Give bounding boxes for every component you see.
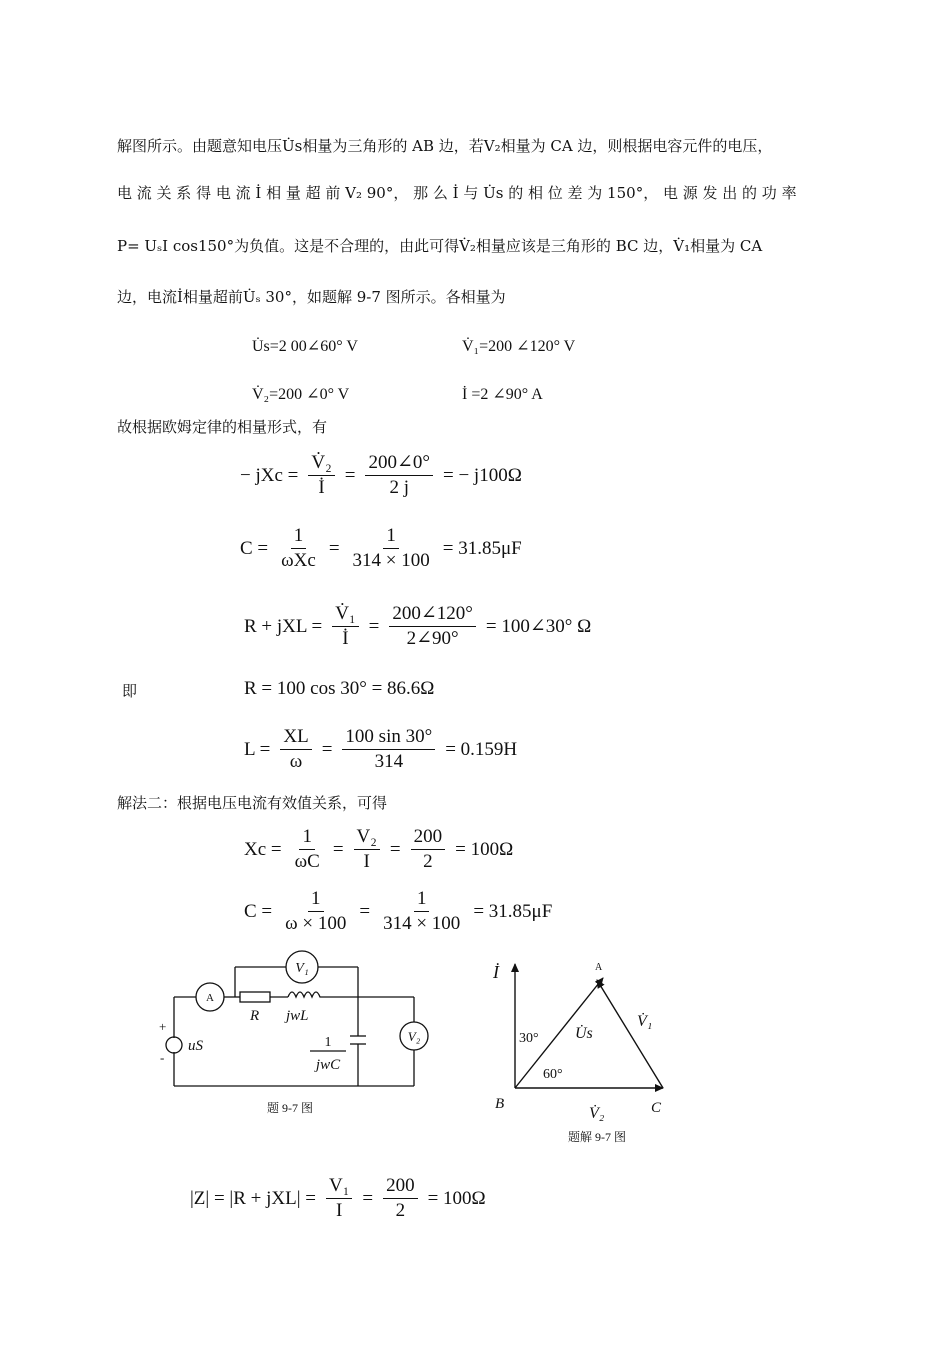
equation-8-rhs: = 100Ω	[427, 1187, 486, 1209]
equation-4: R = 100 cos 30° = 86.6Ω	[244, 678, 435, 699]
resistor	[240, 992, 270, 1002]
equation-1-fraction-1-den: İ	[318, 477, 325, 498]
source-label: uS	[188, 1038, 203, 1054]
equation-1-fraction-2	[365, 452, 433, 499]
paragraph-7: 解法二：根据电压电流有效值关系，可得	[117, 794, 388, 812]
equation-2-lhs: C =	[240, 537, 269, 559]
equation-2-fraction-2-num: 1	[383, 525, 399, 549]
phasor-i: İ =2 ∠90° A	[462, 386, 543, 403]
equation-2	[240, 525, 522, 572]
v2-label: V̇₂	[589, 1105, 605, 1122]
equation-7	[244, 888, 552, 935]
paragraph-1: 解图所示。由题意知电压U̇s相量为三角形的 AB 边，若V₂相量为 CA 边，则根据电容元件的电压，	[117, 137, 773, 155]
source-plus: +	[159, 1019, 167, 1034]
equation-8-fraction-1-num: V₁	[326, 1175, 352, 1199]
equation-5-fraction-2-num: 100 sin 30°	[342, 726, 435, 750]
equals-sign: =	[332, 838, 344, 860]
equals-sign: =	[328, 537, 340, 559]
equals-sign: =	[344, 464, 356, 486]
equation-5	[244, 726, 517, 773]
equation-3-fraction-2	[389, 603, 476, 650]
paragraph-6: 即	[122, 682, 138, 700]
equation-3	[244, 603, 591, 650]
equation-7-fraction-2-num: 1	[414, 888, 430, 912]
phasor-v2: V̇₂=200 ∠0° V	[252, 386, 350, 403]
equation-6-fraction-3-num: 200	[411, 826, 446, 850]
current-label: İ	[493, 962, 499, 982]
equation-6-fraction-3	[411, 826, 446, 873]
equation-3-rhs: = 100∠30° Ω	[485, 616, 592, 637]
equals-sign: =	[321, 738, 333, 760]
angle-30-label: 30°	[519, 1031, 539, 1046]
equation-6-fraction-2	[354, 826, 380, 873]
equation-6	[244, 826, 513, 873]
equation-2-fraction-1	[278, 525, 319, 572]
equation-5-fraction-2-den: 314	[374, 751, 404, 772]
inductor-label: jwL	[286, 1008, 309, 1024]
equation-2-fraction-2	[350, 525, 433, 572]
source-minus: -	[160, 1050, 165, 1065]
equation-6-rhs: = 100Ω	[455, 838, 514, 860]
equation-5-fraction-2	[342, 726, 435, 773]
v1-label: V̇₁	[637, 1013, 653, 1030]
angle-60-label: 60°	[543, 1067, 563, 1082]
circuit-diagram	[150, 950, 430, 1125]
paragraph-5: 故根据欧姆定律的相量形式，有	[117, 418, 328, 436]
resistor-label: R	[250, 1008, 260, 1024]
equation-7-fraction-1-den: ω × 100	[285, 913, 347, 934]
equation-7-fraction-2	[380, 888, 463, 935]
equation-5-fraction-1	[280, 726, 311, 773]
equation-3-lhs: R + jXL =	[244, 615, 323, 637]
equation-8-fraction-1-den: I	[336, 1200, 343, 1221]
equation-6-fraction-1	[292, 826, 323, 873]
v1-phasor-arrow	[597, 980, 663, 1088]
equation-8	[190, 1175, 486, 1222]
equation-7-fraction-1-num: 1	[308, 888, 324, 912]
equals-sign: =	[368, 615, 380, 637]
equation-8-fraction-2-num: 200	[383, 1175, 418, 1199]
point-c-label: C	[651, 1100, 662, 1116]
point-b-label: B	[495, 1096, 505, 1112]
equation-1-fraction-2-num: 200∠0°	[365, 452, 433, 476]
equation-8-fraction-1	[326, 1175, 352, 1222]
equation-1-fraction-2-den: 2 j	[389, 477, 409, 498]
equation-3-fraction-1-num: V̇₁	[332, 603, 358, 627]
ammeter-label: A	[206, 992, 214, 1004]
phasor-v1: V̇₁=200 ∠120° V	[462, 338, 576, 355]
paragraph-4: 边，电流İ相量超前U̇ₛ 30°，如题解 9-7 图所示。各相量为	[117, 288, 506, 306]
equation-6-fraction-1-num: 1	[299, 826, 315, 850]
equals-sign: =	[362, 1187, 374, 1209]
equation-6-lhs: Xc =	[244, 838, 282, 860]
equation-3-fraction-1-den: İ	[342, 628, 349, 649]
phasor-diagram-caption: 题解 9-7 图	[568, 1130, 626, 1144]
equation-1-lhs: − jXc =	[240, 464, 299, 486]
equals-sign: =	[359, 900, 371, 922]
phasor-us: U̇s=2 00∠60° V	[252, 338, 358, 355]
paragraph-2: 电 流 关 系 得 电 流 İ 相 量 超 前 V₂ 90°， 那 么 İ 与 U̇s 的 相 位 差 为 150°， 电 源 发 出 的 功 率	[117, 184, 797, 202]
capacitor-denominator: jwC	[315, 1057, 341, 1073]
equation-1-rhs: = − j100Ω	[442, 464, 522, 486]
equation-7-fraction-1	[282, 888, 349, 935]
equation-7-fraction-2-den: 314 × 100	[383, 913, 461, 934]
point-a-label: A	[595, 962, 603, 973]
equation-2-fraction-2-den: 314 × 100	[352, 550, 430, 571]
equation-8-lhs: |Z| = |R + jXL| =	[190, 1187, 316, 1209]
equals-sign: =	[389, 838, 401, 860]
capacitor-numerator: 1	[324, 1035, 332, 1050]
equation-3-fraction-2-den: 2∠90°	[406, 628, 459, 649]
equation-1-fraction-1-num: V̇₂	[308, 452, 334, 476]
v2-meter-label: V₂	[407, 1029, 421, 1044]
equation-6-fraction-2-den: I	[363, 851, 370, 872]
equation-2-rhs: = 31.85μF	[442, 537, 522, 559]
equation-5-lhs: L =	[244, 738, 271, 760]
circuit-caption: 题 9-7 图	[267, 1101, 313, 1115]
equation-2-fraction-1-den: ωXc	[281, 550, 316, 571]
source-symbol	[166, 1037, 182, 1053]
equation-3-fraction-1	[332, 603, 358, 650]
paragraph-3: P= UₛI cos150°为负值。这是不合理的，由此可得V̇₂相量应该是三角形的 BC 边，V̇₁相量为 CA	[117, 237, 763, 255]
inductor	[288, 992, 322, 997]
equation-6-fraction-2-num: V₂	[354, 826, 380, 850]
us-label: U̇s	[575, 1025, 593, 1042]
v1-meter-label: V₁	[295, 961, 309, 976]
equation-8-fraction-2-den: 2	[395, 1200, 406, 1221]
equation-1	[240, 452, 522, 499]
equation-7-lhs: C =	[244, 900, 273, 922]
equation-5-fraction-1-num: XL	[280, 726, 311, 750]
equation-3-fraction-2-num: 200∠120°	[389, 603, 476, 627]
equation-6-fraction-1-den: ωC	[294, 851, 320, 872]
equation-6-fraction-3-den: 2	[423, 851, 433, 872]
equation-8-fraction-2	[383, 1175, 418, 1222]
equation-5-fraction-1-den: ω	[289, 751, 303, 772]
phasor-diagram	[485, 950, 685, 1150]
equation-1-fraction-1	[308, 452, 334, 499]
equation-2-fraction-1-num: 1	[291, 525, 307, 549]
equation-5-rhs: = 0.159H	[445, 738, 518, 760]
equation-7-rhs: = 31.85μF	[473, 900, 553, 922]
